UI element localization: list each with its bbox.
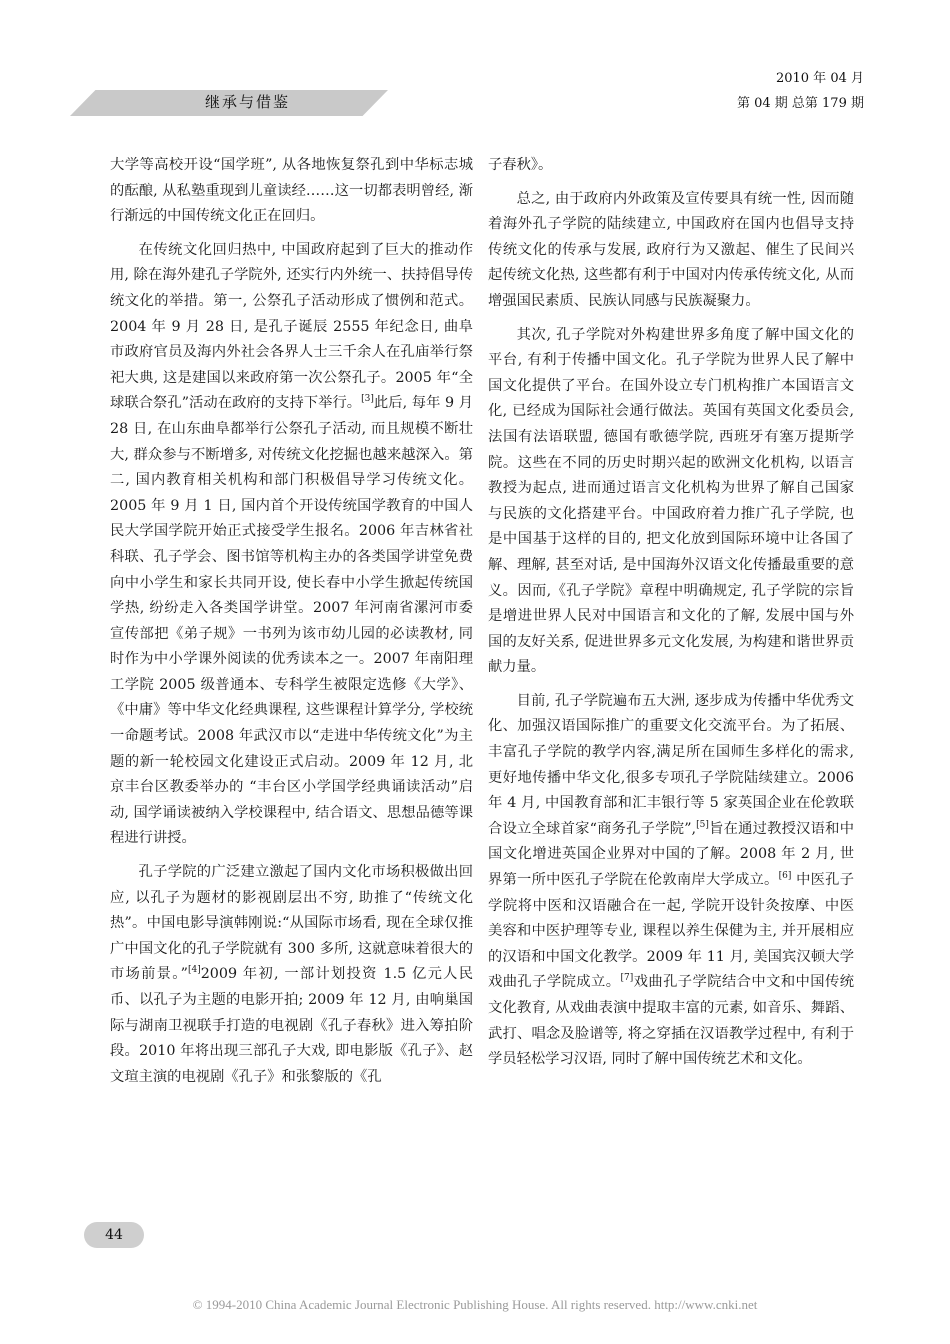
left-column [110, 153, 473, 1098]
paragraph: 其次, 孔子学院对外构建世界多角度了解中国文化的平台, 有利于传播中国文化。孔子学院为世界人民了解中国文化提供了平台。在国外设立专门机构推广本国语言文化, 已经成为国际社会通行做法。英国有英国文化委员会, 法国有法语联盟, 德国有歌德学院, 西班牙有塞万提斯学院。这些在不同的历史时期兴起的欧洲文化机构, 以语言教授为起点, 进而通过语言文化机构为世界了解自己国家与民族的文化搭建平台。中国政府着力推广孔子学院, 也是中国基于这样的目的, 把文化放到国际环境中让各国了解、理解, 甚至对话, 是中国海外汉语文化传播最重要的意义。因而,《孔子学院》章程中明确规定, 孔子学院的宗旨是增进世界人民对中国语言和文化的了解, 发展中国与外国的友好关系, 促进世界多元文化发展, 为构建和谐世界贡献力量。 [488, 326, 854, 676]
citation-ref: [5] [696, 820, 709, 831]
issue-date: 2010 年 04 月 [775, 71, 864, 86]
issue-number: 第 04 期 总第 179 期 [736, 96, 864, 111]
paragraph: 大学等高校开设“国学班”, 从各地恢复祭孔到中华标志城的酝酿, 从私塾重现到儿童读经……这一切都表明曾经, 渐行渐远的中国传统文化正在回归。 [110, 157, 473, 225]
section-title: 继承与借鉴 [205, 93, 291, 111]
right-column [488, 153, 854, 1081]
paragraph: 孔子学院的广泛建立激起了国内文化市场积极做出回应, 以孔子为题材的影视剧层出不穷, 助推了“传统文化热”。中国电影导演韩刚说:“从国际市场看, 现在全球仅推广中国文化的孔子学院就有 300 多所, 这就意味着很大的市场前景。”[4]2009 年初, 一部计划投资 1.5 亿元人民币、以孔子为主题的电影开拍; 2009 年 12 月, 由响巢国际与湖南卫视联手打造的电视剧《孔子春秋》进入筹拍阶段。2010 年将出现三部孔子大戏, 即电影版《孔子》、赵文瑄主演的电视剧《孔子》和张黎版的《孔 [110, 864, 473, 1085]
page-number: 44 [84, 1222, 144, 1248]
paragraph: 子春秋》。 [488, 157, 553, 173]
paragraph: 目前, 孔子学院遍布五大洲, 逐步成为传播中华优秀文化、加强汉语国际推广的重要文化交流平台。为了拓展、丰富孔子学院的教学内容,满足所在国师生多样化的需求, 更好地传播中华文化,很多专项孔子学院陆续建立。2006 年 4 月, 中国教育部和汇丰银行等 5 家英国企业在伦敦联合设立全球首家“商务孔子学院”,[5]旨在通过教授汉语和中国文化增进英国企业界对中国的了解。2008 年 2 月, 世界第一所中医孔子学院在伦敦南岸大学成立。[6] 中医孔子学院将中医和汉语融合在一起, 学院开设针灸按摩、中医美容和中医护理等专业, 课程以养生保健为主, 并开展相应的汉语和中国文化教学。2009 年 11 月, 美国宾汉顿大学戏曲孔子学院成立。[7]戏曲孔子学院结合中文和中国传统文化教育, 从戏曲表演中提取丰富的元素, 如音乐、舞蹈、武打、唱念及脸谱等, 将之穿插在汉语教学过程中, 有利于学员轻松学习汉语, 同时了解中国传统艺术和文化。 [488, 692, 855, 1068]
paragraph: 在传统文化回归热中, 中国政府起到了巨大的推动作用, 除在海外建孔子学院外, 还实行内外统一、扶持倡导传统文化的举措。第一, 公祭孔子活动形成了惯例和范式。2004 年 9 月 28 日, 是孔子诞辰 2555 年纪念日, 曲阜市政府官员及海内外社会各界人士三千余人在孔庙举行祭祀大典, 这是建国以来政府第一次公祭孔子。2005 年“全球联合祭孔”活动在政府的支持下举行。[3]此后, 每年 9 月 28 日, 在山东曲阜都举行公祭孔子活动, 而且规模不断壮大, 群众参与不断增多, 对传统文化挖掘也越来越深入。第二, 国内教育相关机构和部门积极倡导学习传统文化。2005 年 9 月 1 日, 国内首个开设传统国学教育的中国人民大学国学院开始正式接受学生报名。2006 年吉林省社科联、孔子学会、图书馆等机构主办的各类国学讲堂免费向中小学生和家长共同开设, 使长春中小学生掀起传统国学热, 纷纷走入各类国学讲堂。2007 年河南省漯河市委宣传部把《弟子规》一书列为该市幼儿园的必读教材, 同时作为中小学课外阅读的优秀读本之一。2007 年南阳理工学院 2005 级普通本、专科学生被限定选修《大学》、《中庸》等中华文化经典课程, 这些课程计算学分, 学校统一命题考试。2008 年武汉市以“走进中华传统文化”为主题的新一轮校园文化建设正式启动。2009 年 12 月, 北京丰台区教委举办的 “丰台区小学国学经典诵读活动”启动, 国学诵读被纳入学校课程中, 结合语文、思想品德等课程进行讲授。 [110, 241, 473, 847]
issue-info [737, 66, 864, 116]
citation-ref: [4] [187, 965, 201, 976]
paragraph: 总之, 由于政府内外政策及宣传要具有统一性, 因而随着海外孔子学院的陆续建立, 中国政府在国内也倡导支持传统文化的传承与发展, 政府行为又激起、催生了民间兴起传统文化热, 这些都有利于中国对内传承传统文化, 从而增强国民素质、民族认同感与民族凝聚力。 [488, 190, 854, 309]
citation-ref: [6] [778, 871, 792, 882]
citation-ref: [7] [620, 973, 634, 984]
citation-ref: [3] [361, 394, 374, 405]
copyright-footer: © 1994-2010 China Academic Journal Electronic Publishing House. All rights reserved. http://www.cnki.net [192, 1297, 758, 1312]
